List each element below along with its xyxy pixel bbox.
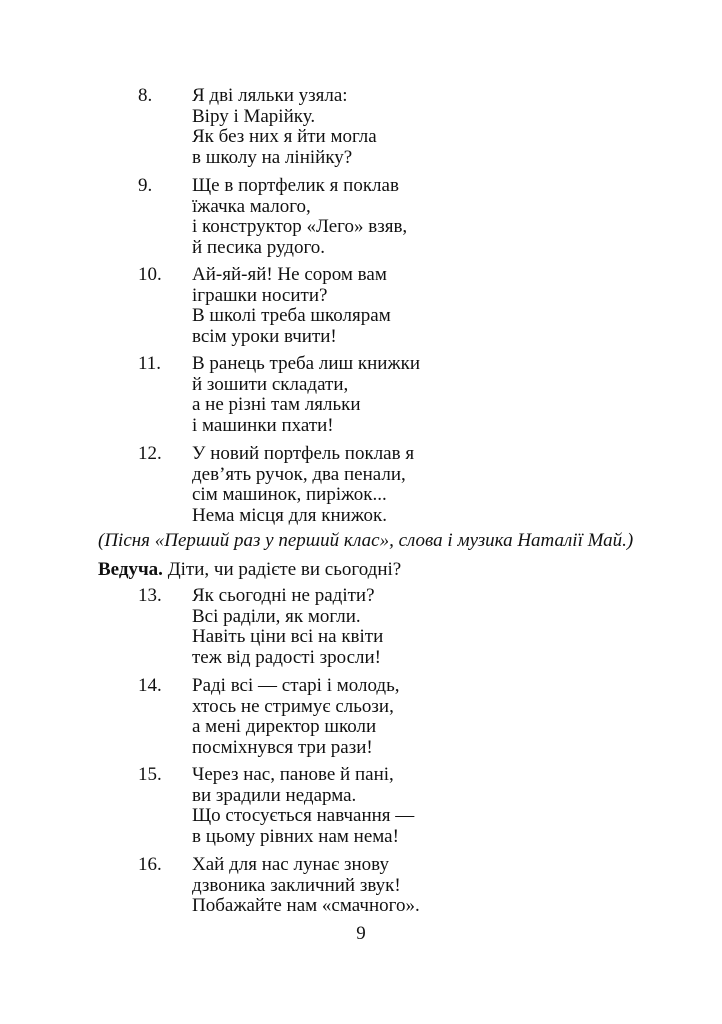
verse-line: всім уроки вчити! bbox=[192, 325, 337, 347]
stanza-number: 12. bbox=[138, 443, 162, 464]
verse-line: дзвоника закличний звук! bbox=[192, 874, 401, 896]
stanza-lines bbox=[192, 586, 652, 668]
stanza-number: 9. bbox=[138, 175, 153, 196]
verse-line: теж від радості зросли! bbox=[192, 646, 382, 668]
verse-line: Я дві ляльки узяла: bbox=[192, 85, 348, 106]
verse-line: а не різні там ляльки bbox=[192, 394, 361, 415]
verse-line: сім машинок, пиріжок... bbox=[192, 484, 387, 505]
verse-line: іграшки носити? bbox=[192, 284, 328, 306]
verse-line: У новий портфель поклав я bbox=[192, 443, 415, 464]
verse-line: і конструктор «Лего» взяв, bbox=[192, 216, 408, 237]
verse-line: й зошити складати, bbox=[192, 373, 349, 395]
verse-line: дев’ять ручок, два пенали, bbox=[192, 463, 406, 485]
stanza-lines bbox=[192, 86, 652, 168]
verse-line: Навіть ціни всі на квіти bbox=[192, 626, 384, 647]
verse-line: Хай для нас лунає знову bbox=[192, 854, 389, 875]
song-note: (Пісня «Перший раз у перший клас», слова і музика Наталії Май.) bbox=[98, 530, 634, 551]
speaker-text: Діти, чи радієте ви сьогодні? bbox=[162, 559, 402, 580]
verse-line: їжачка малого, bbox=[192, 195, 311, 217]
stanza-number: 15. bbox=[138, 764, 162, 785]
stanza-lines bbox=[192, 765, 652, 847]
verse-line: Як сьогодні не радіти? bbox=[192, 585, 375, 606]
verse-line: в школу на лінійку? bbox=[192, 146, 353, 168]
stanza-lines bbox=[192, 354, 652, 436]
stanza-number: 10. bbox=[138, 264, 162, 285]
verse-line: Побажайте нам «смачного». bbox=[192, 895, 420, 916]
verse-line: Віру і Марійку. bbox=[192, 105, 316, 127]
verse-line: В ранець треба лиш книжки bbox=[192, 353, 420, 374]
stanza-number: 13. bbox=[138, 585, 162, 606]
page-number: 9 bbox=[356, 923, 366, 944]
verse-line: Нема місця для книжок. bbox=[192, 504, 387, 526]
stanza-lines bbox=[192, 676, 652, 758]
stanza-lines bbox=[192, 265, 652, 347]
stanza-number: 11. bbox=[138, 353, 162, 374]
speaker-line bbox=[98, 559, 401, 581]
verse-line: Ще в портфелик я поклав bbox=[192, 175, 399, 196]
stanza-number: 8. bbox=[138, 85, 153, 106]
verse-line: і машинки пхати! bbox=[192, 414, 334, 436]
stanza-lines bbox=[192, 176, 652, 258]
verse-line: Всі раділи, як могли. bbox=[192, 605, 361, 627]
verse-line: В школі треба школярам bbox=[192, 305, 391, 326]
speaker-name: Ведуча. bbox=[98, 559, 163, 580]
verse-line: хтось не стримує сльози, bbox=[192, 695, 394, 717]
verse-line: ви зрадили недарма. bbox=[192, 784, 357, 806]
verse-line: Через нас, панове й пані, bbox=[192, 764, 394, 785]
stanza-lines bbox=[192, 444, 652, 526]
verse-line: Що стосується навчання — bbox=[192, 805, 415, 826]
verse-line: Як без них я йти могла bbox=[192, 126, 377, 147]
verse-line: Ай-яй-яй! Не сором вам bbox=[192, 264, 387, 285]
verse-line: посміхнувся три рази! bbox=[192, 736, 373, 758]
verse-line: й песика рудого. bbox=[192, 236, 326, 258]
stanza-number: 16. bbox=[138, 854, 162, 875]
stanza-lines bbox=[192, 855, 652, 917]
verse-line: Раді всі — старі і молодь, bbox=[192, 675, 400, 696]
stanza-number: 14. bbox=[138, 675, 162, 696]
verse-line: в цьому рівних нам нема! bbox=[192, 825, 399, 847]
verse-line: а мені директор школи bbox=[192, 716, 377, 737]
